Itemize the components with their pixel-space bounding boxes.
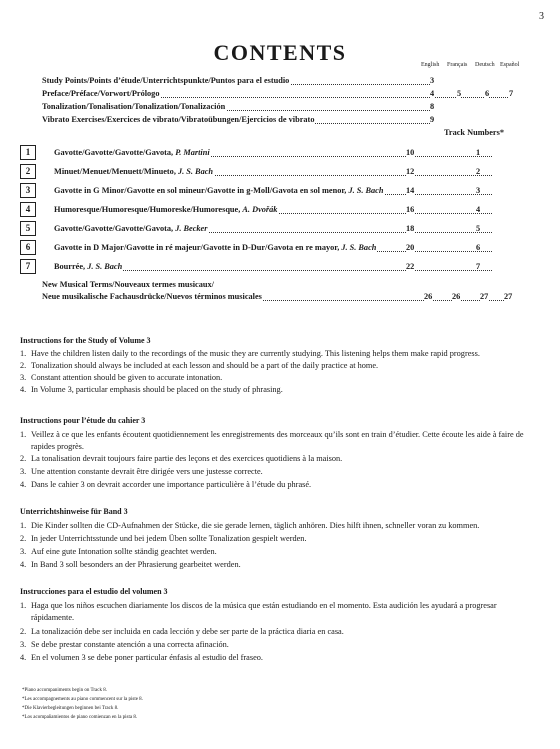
page-title: CONTENTS — [213, 40, 347, 65]
piece-number-box: 2 — [20, 164, 36, 179]
toc-page-de: 6 — [485, 89, 490, 98]
toc-page-en: 26 — [424, 292, 433, 301]
toc-page-fr: 26 — [452, 292, 461, 301]
piece-page: 18 — [406, 224, 415, 233]
toc-page: 3 — [430, 76, 435, 85]
track-numbers-header: Track Numbers* — [444, 128, 504, 137]
composer: A. Dvořák — [242, 205, 278, 214]
piece-number-box: 3 — [20, 183, 36, 198]
piece-page: 20 — [406, 243, 415, 252]
piece-track: 7 — [476, 262, 481, 271]
piece-title: Gavotte in D Major/Gavotte in ré majeur/Gavotte in D-Dur/Gavota en re mayor, J. S. Bach — [54, 243, 377, 252]
piece-track: 4 — [476, 205, 481, 214]
piece-title: Bourrée, J. S. Bach — [54, 262, 123, 271]
composer: J. Becker — [175, 224, 208, 233]
toc-line-text: Preface/Préface/Vorwort/Prólogo — [42, 89, 160, 98]
piece-row-6[interactable] — [20, 240, 520, 257]
lang-header-deutsch: Deutsch — [475, 62, 495, 68]
composer: P. Martini — [175, 148, 210, 157]
piece-track: 6 — [476, 243, 481, 252]
piece-track: 1 — [476, 148, 481, 157]
lang-header-francais: Français — [447, 62, 468, 68]
piece-page: 12 — [406, 167, 415, 176]
piece-title: Gavotte in G Minor/Gavotte en sol mineur/Gavotte in g-Moll/Gavota en sol menor, J. S. Bach — [54, 186, 384, 195]
piece-page: 14 — [406, 186, 415, 195]
toc-line-text: Tonalization/Tonalisation/Tonalization/Tonalización — [42, 102, 226, 111]
toc-line-preface[interactable] — [42, 89, 512, 102]
page-number: 3 — [539, 11, 544, 22]
piece-row-2[interactable] — [20, 164, 520, 181]
piece-number-box: 1 — [20, 145, 36, 160]
piece-track: 5 — [476, 224, 481, 233]
toc-page-es: 27 — [504, 292, 513, 301]
piece-row-7[interactable] — [20, 259, 520, 276]
composer: J. S. Bach — [341, 243, 377, 252]
piece-row-1[interactable] — [20, 145, 520, 162]
toc-line-text: Vibrato Exercises/Exercices de vibrato/Vibratoübungen/Ejercicios de vibrato — [42, 115, 315, 124]
footnote: *Les accompagnements au piano commencent sur la piste 8. — [22, 697, 143, 702]
lang-header-english: English — [421, 62, 440, 68]
toc-page-de: 27 — [480, 292, 489, 301]
piece-title: Minuet/Menuet/Menuett/Minueto, J. S. Bach — [54, 167, 214, 176]
toc-line-vibrato[interactable] — [42, 115, 512, 128]
toc-line-terms[interactable] — [42, 292, 512, 305]
piece-number-box: 6 — [20, 240, 36, 255]
piece-number-box: 4 — [20, 202, 36, 217]
piece-row-4[interactable] — [20, 202, 520, 219]
toc-page-fr: 5 — [457, 89, 462, 98]
toc-page: 9 — [430, 115, 435, 124]
piece-number-box: 5 — [20, 221, 36, 236]
piece-track: 3 — [476, 186, 481, 195]
footnote: *Die Klavierbegleitungen beginnen bei Track 8. — [22, 706, 119, 711]
toc-line-text: Study Points/Points d’étude/Unterrichtspunkte/Puntos para el estudio — [42, 76, 290, 85]
toc-line-tonalization[interactable] — [42, 102, 512, 115]
section-title-es: Instrucciones para el estudio del volumen 3 — [20, 587, 168, 596]
composer: J. S. Bach — [348, 186, 384, 195]
piece-row-5[interactable] — [20, 221, 520, 238]
composer: J. S. Bach — [177, 167, 214, 176]
piece-page: 16 — [406, 205, 415, 214]
section-title-fr: Instructions pour l’étude du cahier 3 — [20, 416, 146, 425]
piece-page: 22 — [406, 262, 415, 271]
toc-page-en: 4 — [430, 89, 435, 98]
piece-track: 2 — [476, 167, 481, 176]
toc-page-es: 7 — [509, 89, 514, 98]
piece-row-3[interactable] — [20, 183, 520, 200]
section-title-de: Unterrichtshinweise für Band 3 — [20, 507, 128, 516]
section-title-en: Instructions for the Study of Volume 3 — [20, 336, 151, 345]
footnote: *Piano accompaniments begin on Track 8. — [22, 688, 107, 693]
piece-number-box: 7 — [20, 259, 36, 274]
toc-page: 8 — [430, 102, 435, 111]
toc-line-text: New Musical Terms/Nouveaux termes musicaux/ — [42, 280, 214, 289]
piece-title: Humoresque/Humoresque/Humoreske/Humoresque, A. Dvořák — [54, 205, 278, 214]
piece-title: Gavotte/Gavotte/Gavotte/Gavota, P. Martini — [54, 148, 210, 157]
piece-page: 10 — [406, 148, 415, 157]
piece-title: Gavotte/Gavotte/Gavotte/Gavota, J. Becker — [54, 224, 208, 233]
toc-line-text: Neue musikalische Fachausdrücke/Nuevos términos musicales — [42, 292, 262, 301]
toc-line-study-points[interactable] — [42, 76, 512, 89]
footnote: *Los acompañamientos de piano comienzan en la pista 8. — [22, 715, 138, 720]
lang-header-espanol: Español — [500, 62, 520, 68]
composer: J. S. Bach — [87, 262, 123, 271]
